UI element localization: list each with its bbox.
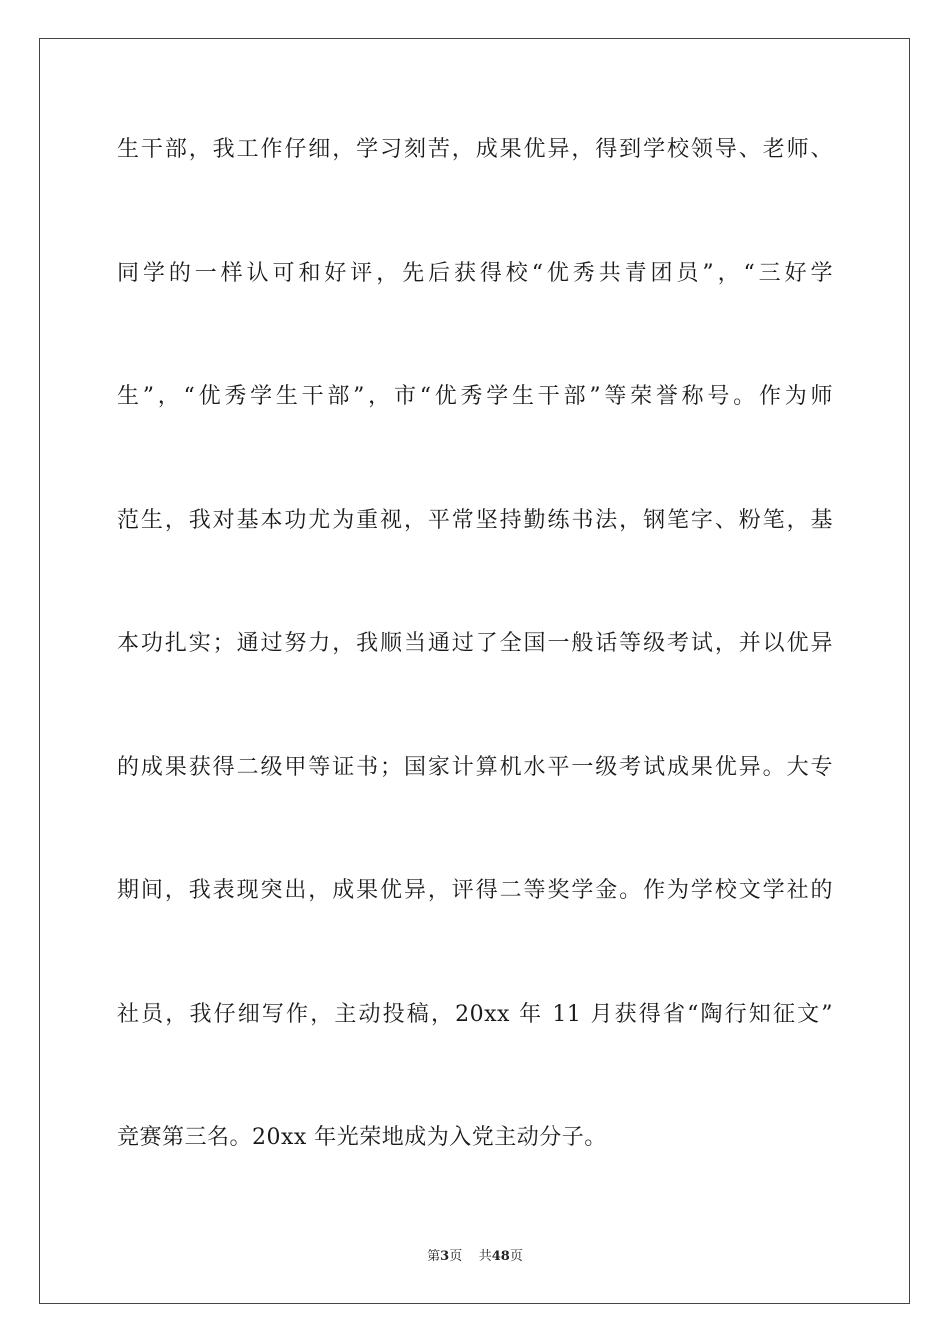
text-line: 同学的一样认可和好评，先后获得校“优秀共青团员”，“三好学: [117, 260, 833, 286]
total-prefix: 共: [478, 1249, 492, 1264]
page-number: 3: [440, 1249, 450, 1264]
text-line: 本功扎实；通过努力，我顺当通过了全国一般话等级考试，并以优异: [117, 631, 833, 656]
page-footer: [0, 1247, 950, 1267]
text-line: 生干部，我工作仔细，学习刻苦，成果优异，得到学校领导、老师、: [117, 137, 833, 162]
text-line: 生”，“优秀学生干部”，市“优秀学生干部”等荣誉称号。作为师: [117, 384, 833, 409]
page-suffix: 页: [449, 1249, 463, 1264]
total-pages: 48: [491, 1249, 510, 1264]
body-text: [117, 128, 833, 1240]
page-prefix: 第: [427, 1249, 441, 1264]
text-line: 期间，我表现突出，成果优异，评得二等奖学金。作为学校文学社的: [117, 878, 833, 903]
text-line: 的成果获得二级甲等证书；国家计算机水平一级考试成果优异。大专: [117, 754, 833, 780]
text-line: 社员，我仔细写作，主动投稿，20xx 年 11 月获得省“陶行知征文”: [117, 1001, 833, 1027]
text-line: 范生，我对基本功尤为重视，平常坚持勤练书法，钢笔字、粉笔，基: [117, 507, 833, 533]
text-line: 竞赛第三名。20xx 年光荣地成为入党主动分子。: [117, 1125, 607, 1150]
total-suffix: 页: [509, 1249, 523, 1264]
